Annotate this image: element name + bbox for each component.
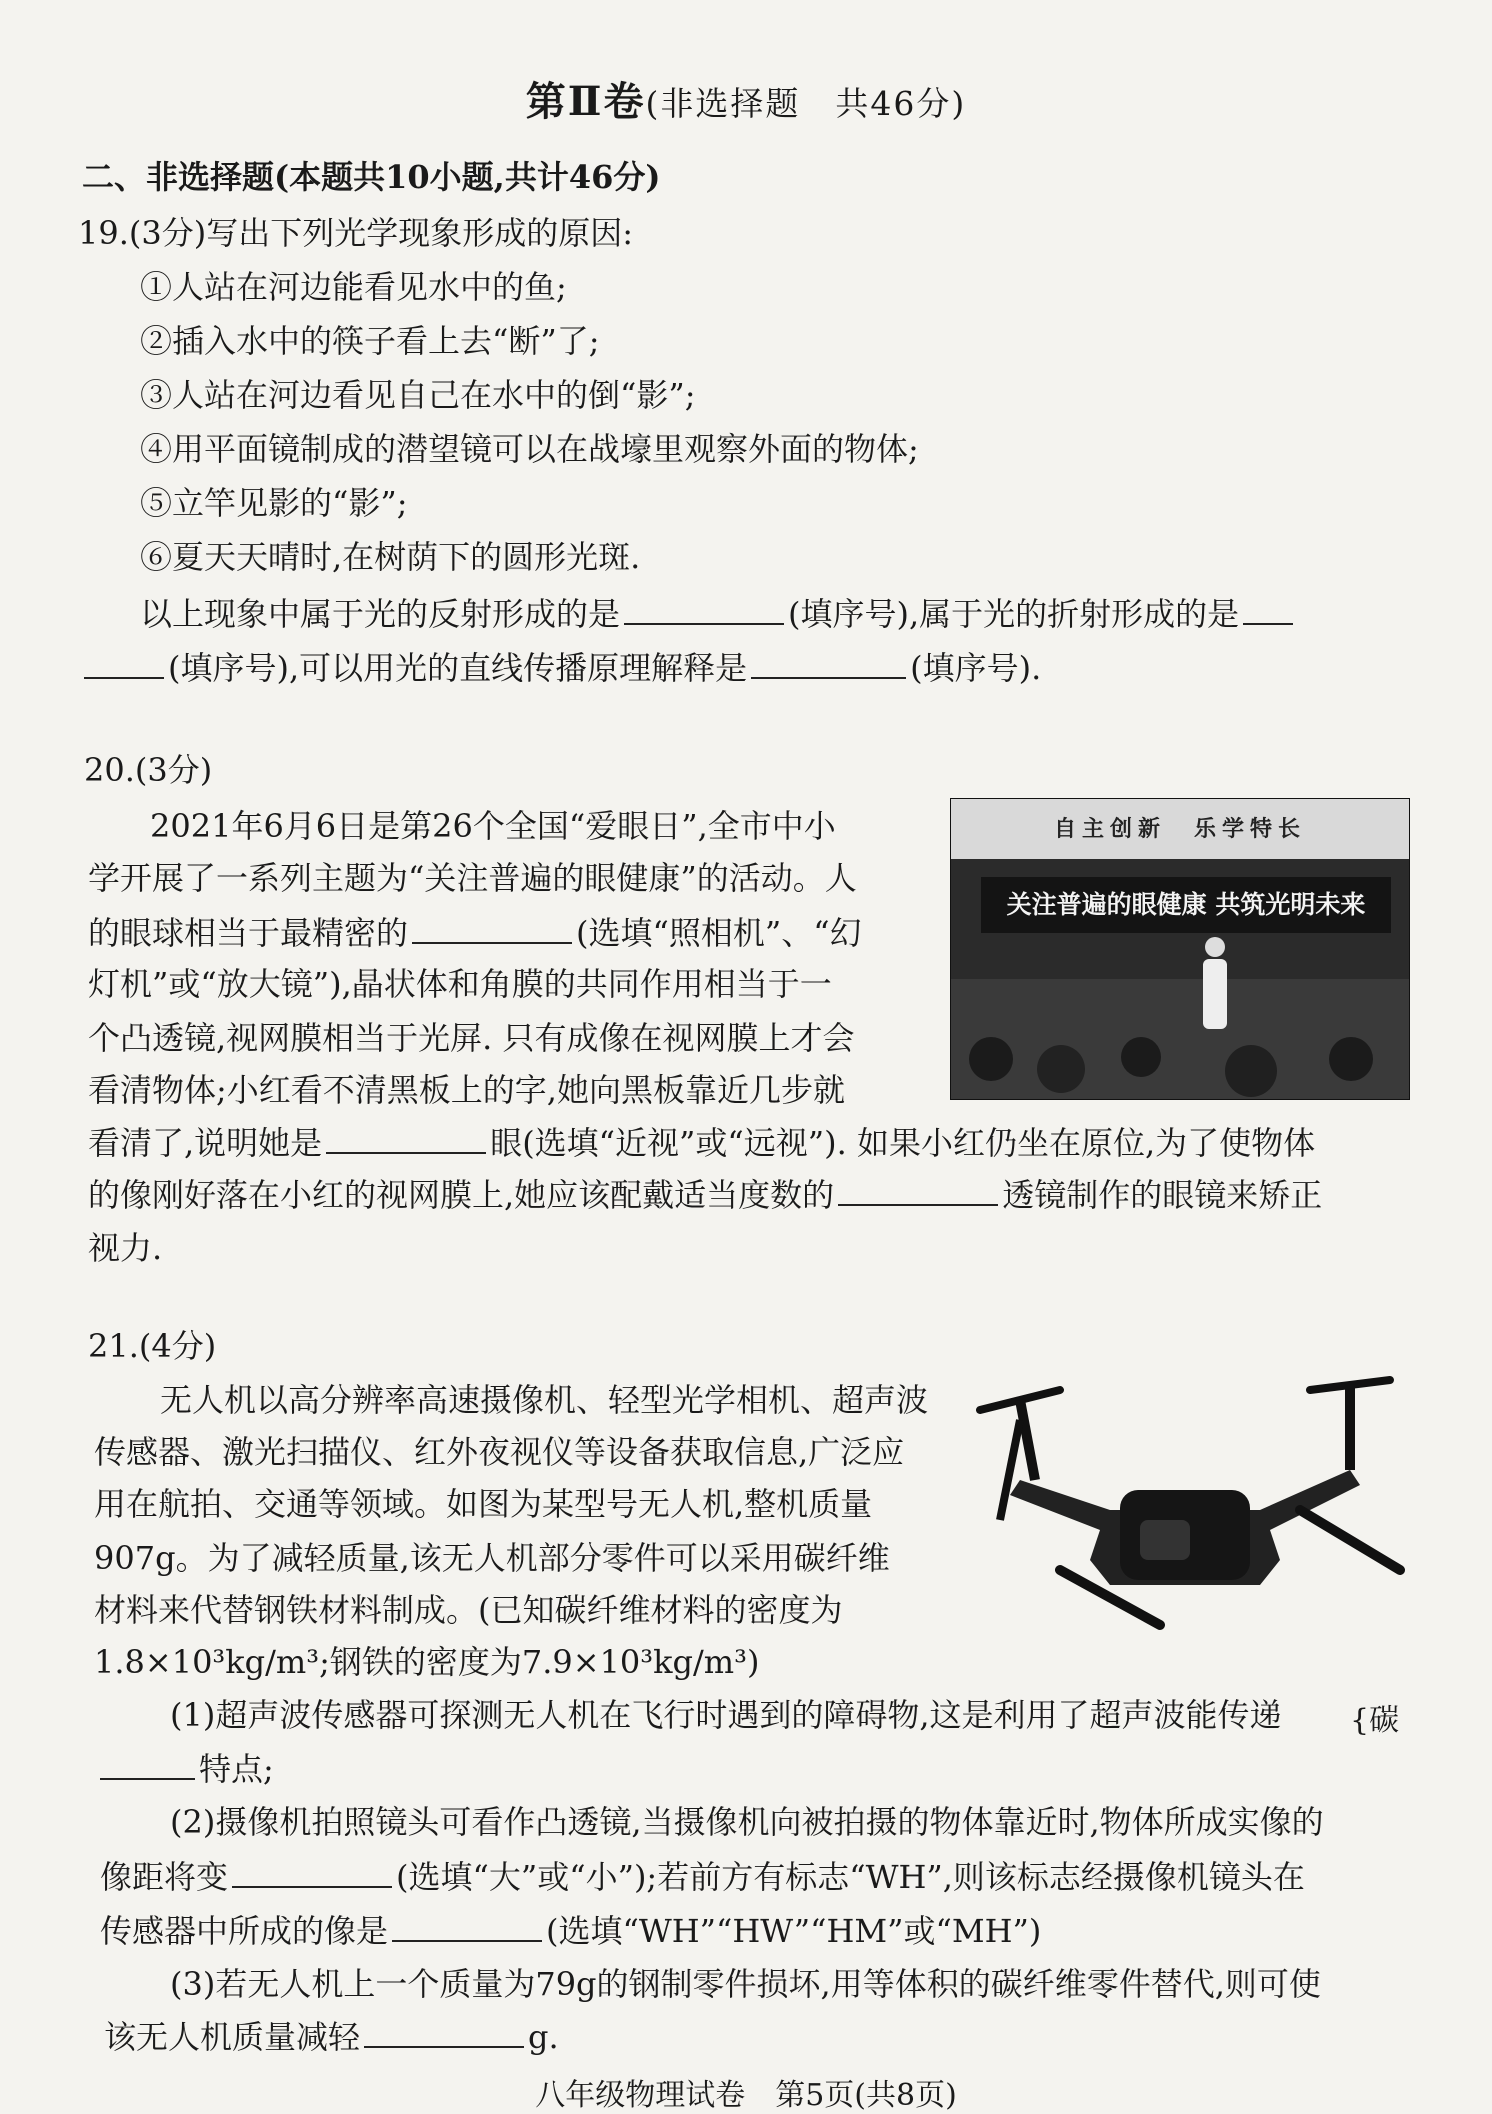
q21-blank-ultrasonic[interactable] [100,1748,195,1780]
q20-blank-eye-type[interactable] [326,1122,486,1154]
q19-fill-line-2 [84,647,1041,688]
q19-fill-text-2: (填序号),属于光的折射形成的是 [788,595,1240,633]
q20-line-1: 2021年6月6日是第26个全国“爱眼日”,全市中小 [150,807,836,845]
q21-p2-line: (2)摄像机拍照镜头可看作凸透镜,当摄像机向被拍摄的物体靠近时,物体所成实像的 [170,1803,1324,1841]
q21-number: 21.(4分) [88,1327,217,1365]
q21-p2-cont [100,1856,1305,1897]
q21-text-sign: (选填“大”或“小”);若前方有标志“WH”,则该标志经摄像机镜头在 [396,1858,1305,1896]
q19-fill-text-3: (填序号),可以用光的直线传播原理解释是 [168,649,748,687]
q21-text-image-choice: (选填“WH”“HW”“HM”或“MH”) [546,1912,1042,1950]
page-footer: 八年级物理试卷 第5页(共8页) [535,2078,957,2113]
q19-item-4: ④用平面镜制成的潜望镜可以在战壕里观察外面的物体; [140,430,919,468]
q21-p1-line: (1)超声波传感器可探测无人机在飞行时遇到的障碍物,这是利用了超声波能传递 [170,1696,1282,1734]
part-title-main: 第Ⅱ卷 [525,78,646,125]
q19-blank-straight-line[interactable] [751,647,906,679]
q19-item-1: ①人站在河边能看见水中的鱼; [140,268,567,306]
q20-line-7 [88,1122,1315,1163]
section-heading: 二、非选择题(本题共10小题,共计46分) [82,158,661,196]
q19-stem: 19.(3分)写出下列光学现象形成的原因: [78,214,634,252]
q21-p3-line: (3)若无人机上一个质量为79g的钢制零件损坏,用等体积的碳纤维零件替代,则可使 [170,1965,1321,2003]
q20-blank-eyeball[interactable] [412,912,572,944]
q21-p3-cont [104,2016,559,2057]
q19-item-3: ③人站在河边看见自己在水中的倒“影”; [140,376,696,414]
q21-text-unit: g. [528,2018,559,2056]
audience-heads-icon [951,999,1409,1099]
q19-fill-line-1 [140,593,1297,634]
q19-blank-reflection[interactable] [624,593,784,625]
q21-line-3: 用在航拍、交通等领域。如图为某型号无人机,整机质量 [94,1485,873,1523]
q20-text-she-is: 看清了,说明她是 [88,1124,323,1162]
q21-line-6: 1.8×10³kg/m³;钢铁的密度为7.9×10³kg/m³) [94,1643,760,1681]
q20-line-6: 看清物体;小红看不清黑板上的字,她向黑板靠近几步就 [88,1071,845,1109]
drone-image [960,1370,1410,1640]
q21-p2-cont2 [100,1910,1041,1951]
q19-item-2: ②插入水中的筷子看上去“断”了; [140,322,600,360]
q19-blank-refraction-start[interactable] [1243,593,1293,625]
photo-banner: 关注普遍的眼健康 共筑光明未来 [981,877,1391,933]
q19-item-6: ⑥夏天天晴时,在树荫下的圆形光斑. [140,538,641,576]
q20-line-3 [88,912,862,953]
q21-blank-sensor-image[interactable] [392,1910,542,1942]
q19-item-5: ⑤立竿见影的“影”; [140,484,408,522]
q21-text-feature: 特点; [199,1750,274,1788]
q21-text-mass-reduced: 该无人机质量减轻 [104,2018,361,2056]
q21-text-image-distance: 像距将变 [100,1858,229,1896]
q20-text-eye-choice: 眼(选填“近视”或“远视”). 如果小红仍坐在原位,为了使物体 [490,1124,1316,1162]
q20-line-8 [88,1174,1322,1215]
q20-number: 20.(3分) [84,751,213,789]
q20-blank-lens-type[interactable] [838,1174,998,1206]
q19-fill-text-4: (填序号). [910,649,1042,687]
photo-banner-top: 自主创新 乐学特长 [951,799,1409,859]
q20-text-choice: (选填“照相机”、“幻 [576,914,862,952]
q19-blank-refraction[interactable] [84,647,164,679]
part-title-sub: (非选择题 共46分) [645,84,967,123]
q21-text-sensor-image: 传感器中所成的像是 [100,1912,389,1950]
q20-text-eyeball: 的眼球相当于最精密的 [88,914,409,952]
eye-day-photo [950,798,1410,1100]
q21-line-2: 传感器、激光扫描仪、红外夜视仪等设备获取信息,广泛应 [94,1433,905,1471]
q21-p1-cont [100,1748,274,1789]
handwritten-mark: {碳 [1350,1703,1400,1738]
q21-line-5: 材料来代替钢铁材料制成。(已知碳纤维材料的密度为 [94,1591,843,1629]
q21-line-1: 无人机以高分辨率高速摄像机、轻型光学相机、超声波 [160,1381,929,1419]
q21-line-4: 907g。为了减轻质量,该无人机部分零件可以采用碳纤维 [94,1539,890,1577]
q19-fill-text-1: 以上现象中属于光的反射形成的是 [140,595,621,633]
q20-text-correct: 透镜制作的眼镜来矫正 [1002,1176,1323,1214]
q20-line-4: 灯机”或“放大镜”),晶状体和角膜的共同作用相当于一 [88,965,832,1003]
q20-line-5: 个凸透镜,视网膜相当于光屏. 只有成像在视网膜上才会 [88,1019,855,1057]
q20-line-2: 学开展了一系列主题为“关注普遍的眼健康”的活动。人 [88,859,857,897]
q21-blank-image-distance[interactable] [232,1856,392,1888]
part-title [0,70,1492,127]
q21-blank-mass[interactable] [364,2016,524,2048]
q20-line-9: 视力. [88,1229,163,1267]
q20-text-glasses: 的像刚好落在小红的视网膜上,她应该配戴适当度数的 [88,1176,835,1214]
